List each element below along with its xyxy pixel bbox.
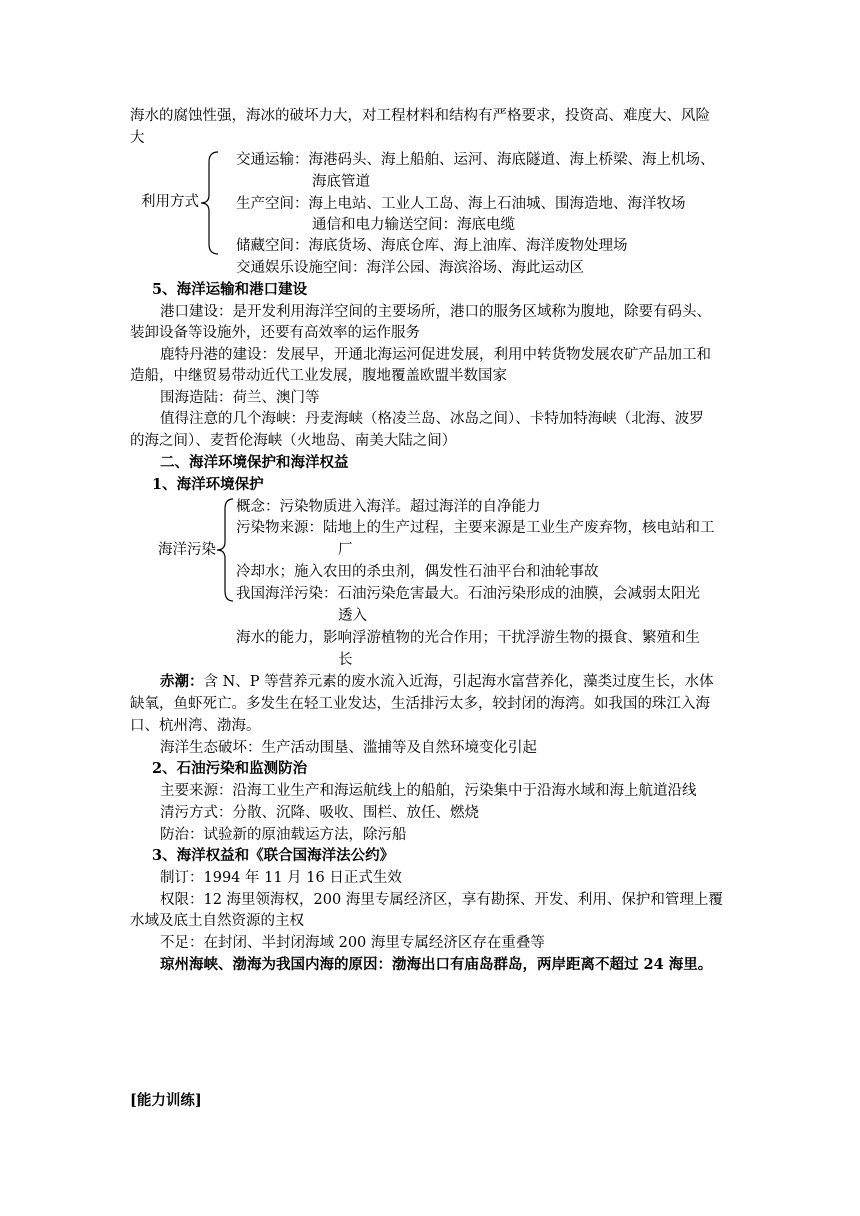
- sec3-p3: 不足：在封闭、半封闭海域 200 海里专属经济区存在重叠等: [160, 935, 545, 951]
- sec5-p4a: 值得注意的几个海峡：丹麦海峡（格凌兰岛、冰岛之间）、卡特加特海峡（北海、波罗: [160, 411, 704, 427]
- sec3-p4: 琼州海峡、渤海为我国内海的原因：渤海出口有庙岛群岛，两岸距离不超过 24 海里。: [160, 956, 713, 973]
- sec5-p2a: 鹿特丹港的建设：发展早，开通北海运河促进发展，利用中转货物发展农矿产品加工和: [160, 347, 711, 363]
- pollution-line-1: 概念：污染物质进入海洋。超过海洋的自净能力: [236, 499, 541, 515]
- usage-line-2: 海底管道: [312, 174, 370, 190]
- intro-line-1: 海水的腐蚀性强，海冰的破坏力大，对工程材料和结构有严格要求，投资高、难度大、风险: [130, 108, 710, 124]
- pollution-brace: [214, 497, 236, 603]
- usage-line-1: 交通运输：海港码头、海上船舶、运河、海底隧道、海上桥梁、海上机场、: [236, 152, 715, 168]
- sec3-p1: 制订：1994 年 11 月 16 日正式生效: [160, 870, 402, 886]
- training-heading: [能力训练]: [130, 1092, 202, 1109]
- sec5-p4b: 的海之间）、麦哲伦海峡（火地岛、南美大陆之间）: [130, 433, 457, 449]
- sec2-p2: 清污方式：分散、沉降、吸收、围栏、放任、燃烧: [160, 805, 479, 821]
- section-2-heading: 2、石油污染和监测防治: [152, 760, 308, 777]
- pollution-line-2: 污染物来源：陆地上的生产过程，主要来源是工业生产废弃物，核电站和工: [236, 520, 715, 536]
- part-2-heading: 二、海洋环境保护和海洋权益: [160, 454, 349, 471]
- red-tide-label: 赤潮：: [160, 673, 204, 690]
- pollution-line-4: 冷却水；施入农田的杀虫剂，偶发性石油平台和油轮事故: [236, 564, 599, 580]
- section-5-heading: 5、海洋运输和港口建设: [152, 281, 308, 298]
- usage-line-4: 通信和电力输送空间：海底电缆: [312, 217, 515, 233]
- intro-line-2: 大: [130, 130, 145, 146]
- red-tide-line-3: 口、杭州湾、渤海。: [130, 718, 261, 734]
- usage-brace: [198, 150, 222, 256]
- section-1-heading: 1、海洋环境保护: [152, 476, 264, 493]
- pollution-line-7: 海水的能力，影响浮游植物的光合作用；干扰浮游生物的摄食、繁殖和生: [236, 630, 700, 646]
- sec3-p2a: 权限：12 海里领海权，200 海里专属经济区，享有勘探、开发、利用、保护和管理上覆: [160, 892, 723, 908]
- sec2-p3: 防治：试验新的原油载运方法，除污船: [160, 827, 407, 843]
- eco-damage-line: 海洋生态破坏：生产活动围垦、滥捕等及自然环境变化引起: [160, 740, 537, 756]
- pollution-line-5: 我国海洋污染：石油污染危害最大。石油污染形成的油膜，会减弱太阳光: [236, 586, 700, 602]
- red-tide-text-a: 含 N、P 等营养元素的废水流入近海，引起海水富营养化，藻类过度生长，水体: [203, 674, 714, 690]
- sec2-p1: 主要来源：沿海工业生产和海运航线上的船舶，污染集中于沿海水域和海上航道沿线: [160, 783, 697, 799]
- section-3-heading: 3、海洋权益和《联合国海洋法公约》: [152, 847, 395, 864]
- sec3-p2b: 水域及底土自然资源的主权: [130, 913, 304, 929]
- pollution-label: 海洋污染: [158, 542, 216, 558]
- usage-line-5: 储藏空间：海底货场、海底仓库、海上油库、海洋废物处理场: [236, 238, 628, 254]
- pollution-line-6: 透入: [338, 608, 367, 624]
- red-tide-line-2: 缺氧，鱼虾死亡。多发生在轻工业发达，生活排污太多，较封闭的海湾。如我国的珠江入海: [130, 696, 710, 712]
- sec5-p2b: 造船，中继贸易带动近代工业发展，腹地覆盖欧盟半数国家: [130, 368, 507, 384]
- sec5-p3: 围海造陆：荷兰、澳门等: [160, 390, 320, 406]
- usage-line-3: 生产空间：海上电站、工业人工岛、海上石油城、围海造地、海洋牧场: [236, 196, 686, 212]
- pollution-line-8: 长: [338, 652, 353, 668]
- sec5-p1a: 港口建设：是开发利用海洋空间的主要场所，港口的服务区域称为腹地，除要有码头、: [160, 304, 711, 320]
- sec5-p1b: 装卸设备等设施外，还要有高效率的运作服务: [130, 325, 420, 341]
- usage-label: 利用方式: [141, 194, 199, 210]
- usage-line-6: 交通娱乐设施空间：海洋公园、海滨浴场、海此运动区: [236, 260, 584, 276]
- red-tide-line-1: [160, 672, 714, 692]
- pollution-line-3: 厂: [338, 542, 353, 558]
